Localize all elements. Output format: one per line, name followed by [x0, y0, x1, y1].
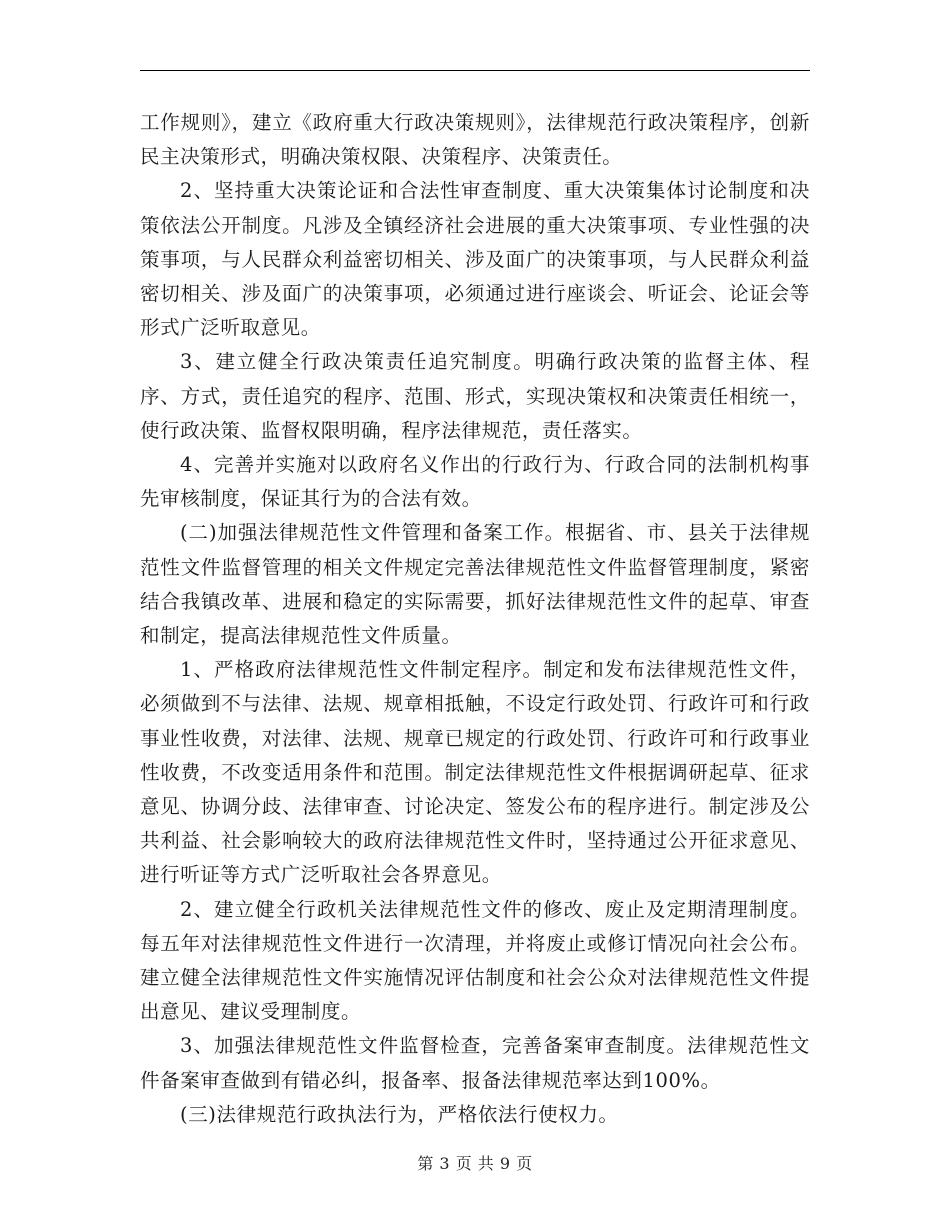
- page-number-label: 第 3 页 共 9 页: [417, 1154, 533, 1173]
- paragraph-7: 2、建立健全行政机关法律规范性文件的修改、废止及定期清理制度。每五年对法律规范性文件进行一次清理，并将废止或修订情况向社会公布。建立健全法律规范性文件实施情况评估制度和社会公众对法律规范性文件提出意见、建议受理制度。: [140, 897, 810, 1024]
- paragraph-6: 1、严格政府法律规范性文件制定程序。制定和发布法律规范性文件，必须做到不与法律、法规、规章相抵触，不设定行政处罚、行政许可和行政事业性收费，对法律、法规、规章已规定的行政处罚、行政许可和行政事业性收费，不改变适用条件和范围。制定法律规范性文件根据调研起草、征求意见、协调分歧、法律审查、讨论决定、签发公布的程序进行。制定涉及公共利益、社会影响较大的政府法律规范性文件时，坚持通过公开征求意见、进行听证等方式广泛听取社会各界意见。: [140, 658, 810, 887]
- document-body: [140, 106, 810, 1132]
- paragraph-3: 3、建立健全行政决策责任追究制度。明确行政决策的监督主体、程序、方式，责任追究的程序、范围、形式，实现决策权和决策责任相统一，使行政决策、监督权限明确，程序法律规范，责任落实。: [140, 350, 810, 442]
- paragraph-5: (二)加强法律规范性文件管理和备案工作。根据省、市、县关于法律规范性文件监督管理的相关文件规定完善法律规范性文件监督管理制度，紧密结合我镇改革、进展和稳定的实际需要，抓好法律规范性文件的起草、审查和制定，提高法律规范性文件质量。: [140, 521, 810, 648]
- paragraph-1: 工作规则》，建立《政府重大行政决策规则》，法律规范行政决策程序，创新民主决策形式，明确决策权限、决策程序、决策责任。: [140, 111, 810, 169]
- page-footer: [0, 1154, 950, 1174]
- header-rule: [140, 70, 810, 71]
- paragraph-4: 4、完善并实施对以政府名义作出的行政行为、行政合同的法制机构事先审核制度，保证其行为的合法有效。: [140, 453, 810, 511]
- paragraph-2: 2、坚持重大决策论证和合法性审查制度、重大决策集体讨论制度和决策依法公开制度。凡涉及全镇经济社会进展的重大决策事项、专业性强的决策事项，与人民群众利益密切相关、涉及面广的决策事项，与人民群众利益密切相关、涉及面广的决策事项，必须通过进行座谈会、听证会、论证会等形式广泛听取意见。: [140, 179, 810, 340]
- paragraph-9: (三)法律规范行政执法行为，严格依法行使权力。: [180, 1102, 619, 1126]
- paragraph-8: 3、加强法律规范性文件监督检查，完善备案审查制度。法律规范性文件备案审查做到有错必纠，报备率、报备法律规范率达到100%。: [140, 1034, 810, 1092]
